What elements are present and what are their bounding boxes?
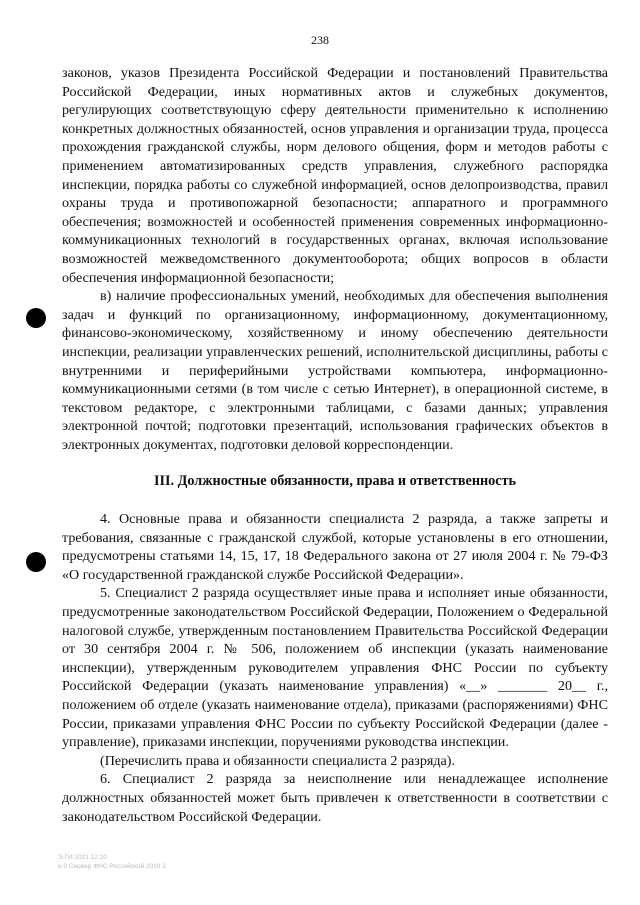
scan-stamp-line-2: и.9.Сервер ФНС Российской 2019 2	[58, 863, 166, 870]
paragraph-clause-4: 4. Основные права и обязанности специалиста 2 разряда, а также запреты и требования, связанные с гражданской службой, которые установлены в его отношении, предусмотрены статьями 14, 15, 17, 18 Федерального закона от 27 июля 2004 г. № 79-ФЗ «О государственной гражданской службе Российской Федерации».	[62, 511, 608, 583]
document-body	[62, 64, 608, 826]
paragraph-knowledge-continuation: законов, указов Президента Российской Федерации и постановлений Правительства Российской Федерации, иных нормативных актов и служебных документов, регулирующих соответствующую сферу деятельности применительно к исполнению конкретных должностных обязанностей, основ управления и организации труда, процесса прохождения гражданской службы, норм делового общения, форм и методов работы с применением автоматизированных средств управления, служебного распорядка инспекции, порядка работы со служебной информацией, основ делопроизводства, правил охраны труда и противопожарной безопасности; аппаратного и программного обеспечения; возможностей и особенностей применения современных информационно-коммуникационных технологий в государственных органах, включая использование возможностей межведомственного документооборота; общих вопросов в области обеспечения информационной безопасности;	[62, 65, 608, 286]
scan-stamp	[58, 853, 166, 871]
punch-hole-bottom	[26, 552, 46, 572]
paragraph-clause-5: 5. Специалист 2 разряда осуществляет иные права и исполняет иные обязанности, предусмотренные законодательством Российской Федерации, Положением о Федеральной налоговой службе, утвержденным постановлением Правительства Российской Федерации от 30 сентября 2004 г. № 506, положением об инспекции (указать наименование инспекции), утвержденным руководителем управления ФНС России по субъекту Российской Федерации (указать наименование управления) «__» _______ 20__ г., положением об отделе (указать наименование отдела), приказами (распоряжениями) ФНС России, приказами управления ФНС России по субъекту Российской Федерации (далее - управление), приказами инспекции, поручениями руководства инспекции.	[62, 585, 608, 751]
paragraph-professional-skills: в) наличие профессиональных умений, необходимых для обеспечения выполнения задач и функций по организационному, информационному, документационному, финансово-экономическому, хозяйственному и иному обеспечению деятельности инспекции, реализации управленческих решений, исполнительской дисциплины, работы с внутренними и периферийными устройствами компьютера, информационно-коммуникационными сетями (в том числе с сетью Интернет), в операционной системе, в текстовом редакторе, с электронными таблицами, с базами данных; управления электронной почтой; подготовки презентаций, использования графических объектов в электронных документах, подготовки деловой корреспонденции.	[62, 288, 608, 453]
paragraph-clause-6: 6. Специалист 2 разряда за неисполнение или ненадлежащее исполнение должностных обязанностей может быть привлечен к ответственности в соответствии с законодательством Российской Федерации.	[62, 771, 608, 825]
scan-stamp-line-1: Э.ГИ 2021 12:20	[58, 854, 108, 861]
paragraph-rights-note: (Перечислить права и обязанности специалиста 2 разряда).	[100, 752, 456, 769]
section-heading: III. Должностные обязанности, права и ответственность	[153, 473, 517, 490]
punch-hole-top	[26, 308, 46, 328]
page-number: 238	[311, 33, 329, 47]
